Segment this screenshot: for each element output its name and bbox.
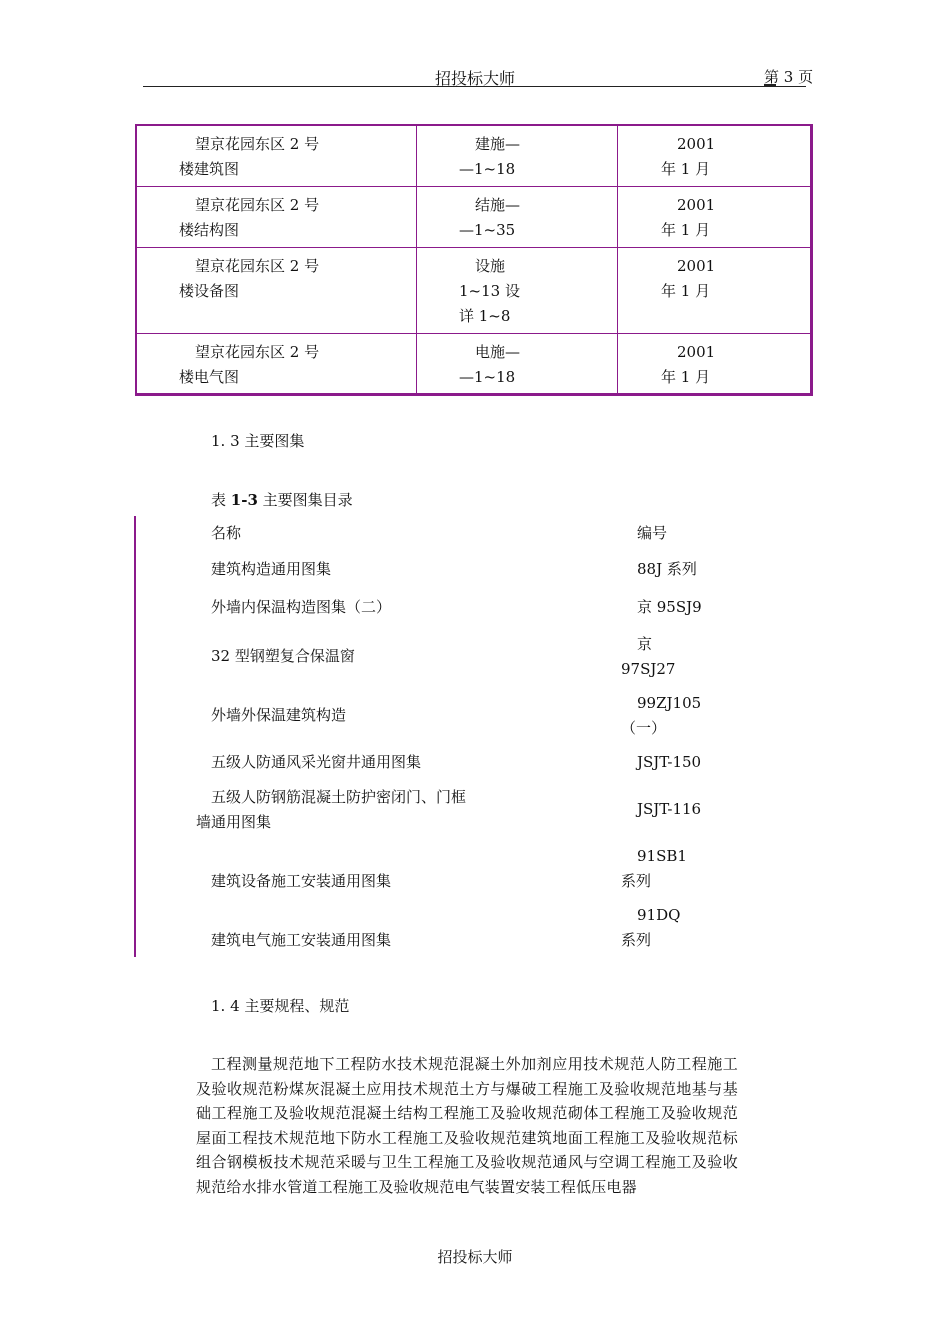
atlas-code-line: 97SJ27 [621, 660, 676, 678]
drawing-date-cell [618, 126, 810, 186]
drawing-name-line: 望京花园东区 2 号 [195, 257, 320, 275]
atlas-name-line: 建筑电气施工安装通用图集 [211, 931, 392, 949]
drawing-code-cell [417, 187, 618, 247]
drawing-name-line: 楼结构图 [179, 221, 240, 239]
atlas-code [637, 595, 702, 620]
drawing-date-line: 年 1 月 [661, 282, 711, 300]
caption-text: 主要图集目录 [257, 491, 353, 509]
atlas-code-line: 系列 [621, 872, 652, 890]
atlas-code-line: 99ZJ105 [637, 694, 702, 712]
atlas-name-header: 名称 [211, 524, 242, 542]
atlas-name [211, 703, 346, 728]
atlas-name [211, 869, 391, 894]
atlas-code-line: 91SB1 [637, 847, 687, 865]
drawing-date-line: 年 1 月 [661, 221, 711, 239]
atlas-name [211, 928, 391, 953]
atlas-code [637, 797, 701, 822]
drawing-name-cell [137, 187, 417, 247]
atlas-code-header: 编号 [637, 524, 668, 542]
atlas-code [637, 557, 697, 582]
atlas-name-line: 五级人防钢筋混凝土防护密闭门、门框 [211, 788, 467, 806]
atlas-name-line: 32 型钢塑复合保温窗 [211, 647, 355, 665]
drawing-name-cell [137, 334, 417, 393]
atlas-code [637, 750, 701, 775]
drawings-table [135, 124, 813, 396]
atlas-name [211, 595, 391, 620]
atlas-name-line: 建筑设备施工安装通用图集 [211, 872, 392, 890]
header-title: 招投标大师 [434, 69, 515, 88]
atlas-list-border [134, 516, 136, 957]
atlas-code [621, 903, 681, 953]
atlas-name [211, 644, 355, 669]
drawing-date-line: 2001 [677, 196, 716, 214]
drawing-date-line: 2001 [677, 257, 716, 275]
drawing-code-line: —1~18 [459, 368, 516, 386]
drawing-code-line: 1~13 设 [459, 282, 520, 300]
table-row [137, 247, 810, 333]
table-caption [211, 489, 353, 510]
atlas-code-line: 京 95SJ9 [637, 598, 702, 616]
drawing-name-line: 望京花园东区 2 号 [195, 343, 320, 361]
footer-title: 招投标大师 [437, 1248, 513, 1266]
drawing-date-line: 年 1 月 [661, 160, 711, 178]
table-row [137, 186, 810, 247]
drawing-code-cell [417, 126, 618, 186]
atlas-code-line: JSJT-150 [637, 753, 702, 771]
atlas-name [211, 557, 331, 582]
drawing-code-line: 结施— [475, 196, 521, 214]
drawing-name-line: 望京花园东区 2 号 [195, 196, 320, 214]
drawing-code-line: —1~35 [459, 221, 516, 239]
atlas-code [621, 844, 687, 894]
drawing-code-cell [417, 248, 618, 333]
caption-prefix: 表 [211, 491, 231, 509]
drawing-date-cell [618, 334, 810, 393]
section-heading-1-4: 1. 4 主要规程、规范 [211, 997, 350, 1015]
drawing-code-line: —1~18 [459, 160, 516, 178]
standards-paragraph: 工程测量规范地下工程防水技术规范混凝土外加剂应用技术规范人防工程施工及验收规范粉煤灰混凝土应用技术规范土方与爆破工程施工及验收规范地基与基础工程施工及验收规范混凝土结构工程施工及验收规范砌体工程施工及验收规范屋面工程技术规范地下防水工程施工及验收规范建筑地面工程施工及验收规范标组合钢模板技术规范采暖与卫生工程施工及验收规范通风与空调工程施工及验收规范给水排水管道工程施工及验收规范电气装置安装工程低压电器 [196, 1055, 738, 1196]
atlas-name-line: 五级人防通风采光窗井通用图集 [211, 753, 422, 771]
atlas-code-line: 系列 [621, 931, 652, 949]
atlas-code [621, 632, 676, 682]
drawing-code-line: 电施— [475, 343, 521, 361]
atlas-name [196, 785, 467, 835]
atlas-name-line: 外墙内保温构造图集（二） [211, 598, 392, 616]
atlas-code [621, 691, 702, 741]
caption-number: 1-3 [230, 491, 258, 509]
drawing-name-line: 楼建筑图 [179, 160, 240, 178]
drawing-name-cell [137, 248, 417, 333]
drawing-date-line: 年 1 月 [661, 368, 711, 386]
atlas-code-line: 91DQ [637, 906, 681, 924]
drawing-name-line: 望京花园东区 2 号 [195, 135, 320, 153]
drawing-date-line: 2001 [677, 343, 716, 361]
section-heading-1-3: 1. 3 主要图集 [211, 432, 305, 450]
drawing-date-line: 2001 [677, 135, 716, 153]
drawing-date-cell [618, 187, 810, 247]
atlas-name-line: 建筑构造通用图集 [211, 560, 332, 578]
atlas-code-line: JSJT-116 [637, 800, 702, 818]
atlas-code-line: （一） [621, 719, 667, 737]
drawing-code-line: 设施 [475, 257, 506, 275]
atlas-name-line: 外墙外保温建筑构造 [211, 706, 347, 724]
drawing-name-cell [137, 126, 417, 186]
atlas-name-line: 墙通用图集 [196, 813, 272, 831]
table-row [137, 333, 810, 393]
atlas-code-line: 88J 系列 [637, 560, 697, 578]
drawing-code-cell [417, 334, 618, 393]
drawing-code-line: 详 1~8 [459, 307, 511, 325]
drawing-name-line: 楼电气图 [179, 368, 240, 386]
drawing-name-line: 楼设备图 [179, 282, 240, 300]
drawing-code-line: 建施— [475, 135, 521, 153]
page-number: 第 3 页 [764, 68, 814, 86]
drawing-date-cell [618, 248, 810, 333]
atlas-code-line: 京 [637, 635, 653, 653]
atlas-name [211, 750, 421, 775]
header-rule [143, 86, 806, 87]
table-row [137, 126, 810, 186]
